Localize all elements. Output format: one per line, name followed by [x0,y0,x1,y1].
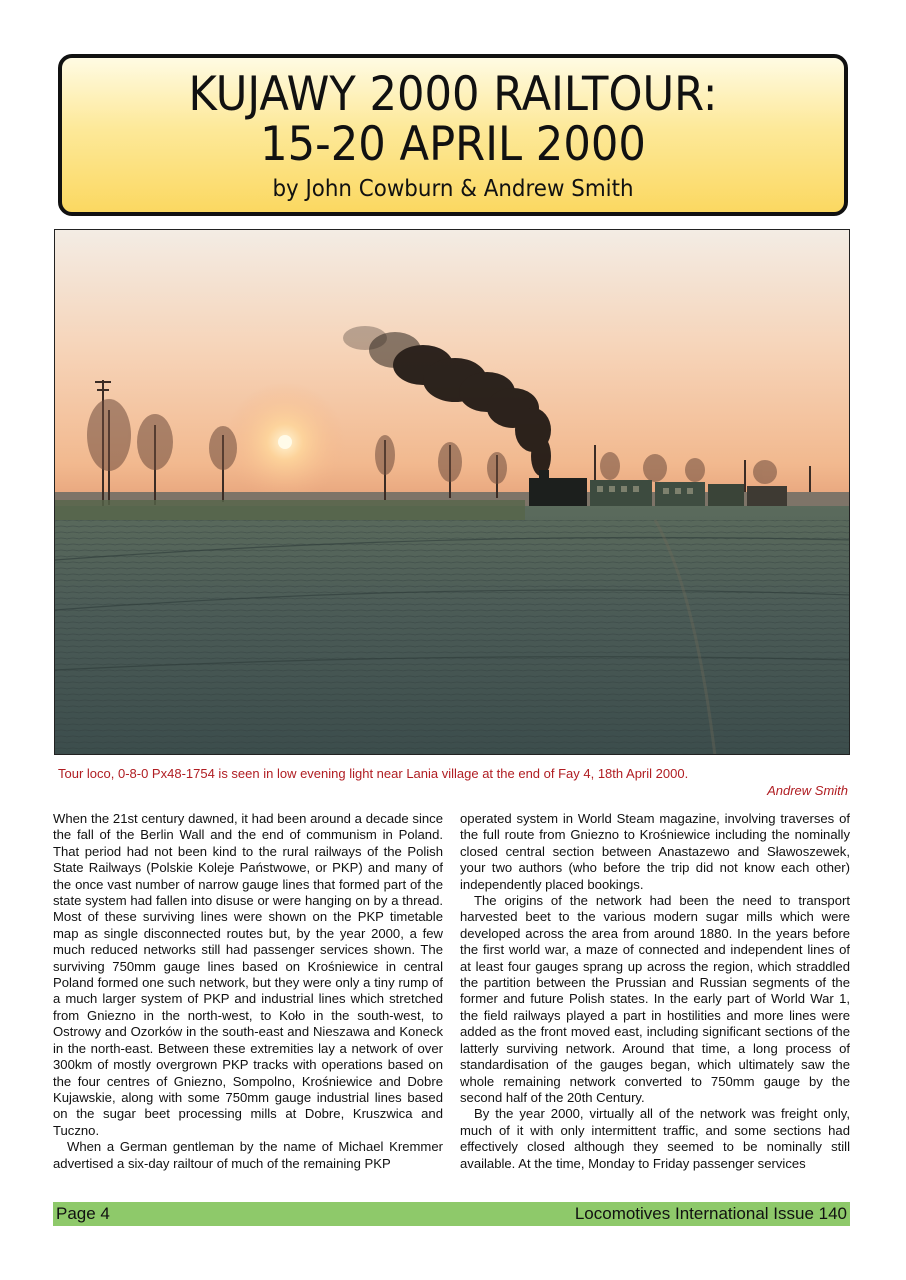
page-footer [53,1202,850,1226]
page-number: Page 4 [56,1204,110,1223]
article-paragraph: operated system in World Steam magazine, involving traverses of the full route from Gniezno to Krośniewice including the nominally closed central section between Anastazewo and Sławoszewek, your two authors (who before the trip did not know each other) independently placed bookings. [460,811,850,892]
photo-caption: Tour loco, 0-8-0 Px48-1754 is seen in low evening light near Lania village at the end of Fay 4, 18th April 2000. [58,766,689,781]
article-title-line-2: 15-20 APRIL 2000 [260,117,646,172]
article-column-left [53,811,443,1189]
title-banner [58,54,848,216]
photo-illustration [55,230,850,755]
article-paragraph: When a German gentleman by the name of Michael Kremmer advertised a six-day railtour of much of the remaining PKP [53,1139,443,1171]
steam-train-photo [54,229,850,755]
publication-name: Locomotives International Issue 140 [574,1204,847,1223]
article-paragraph: The origins of the network had been the need to transport harvested beet to the various modern sugar mills which were developed across the area from around 1880. In the years before the first world war, a maze of connected and independent lines of at least four gauges sprang up across the region, which straddled the partition between the Prussian and Russian segments of the former and future Polish states. In the early part of World War 1, the field railways played a part in hostilities and more lines were added as the front moved east, including significant sections of the latterly surviving network. Around that time, a long process of standardisation of the gauges began, which ultimately saw the whole remaining network converted to 750mm gauge by the second half of the 20th Century. [460,893,850,1105]
photo-credit: Andrew Smith [767,783,848,798]
article-paragraph: By the year 2000, virtually all of the network was freight only, much of it with only intermittent traffic, and some sections had effectively closed although they seemed to be nominally still available. At the time, Monday to Friday passenger services [460,1106,850,1171]
article-paragraph: When the 21st century dawned, it had been around a decade since the fall of the Berlin Wall and the end of communism in Poland. That period had not been kind to the rural railways of the Polish State Railways (Polskie Koleje Państwowe, or PKP) and many of the once vast number of narrow gauge lines that formed part of the state system had fallen into disuse or were hanging on by a thread. Most of these surviving lines were shown on the PKP timetable map as single disconnected routes but, by the year 2000, a few much reduced networks still had passenger services shown. The surviving 750mm gauge lines based on Krośniewice in central Poland formed one such network, but they were only a tiny rump of a much larger system of PKP and industrial lines which stretched from Gniezno in the north-west, to Koło in the south-west, to Ostrowy and Ozorków in the south-east and Nieszawa and Koneck in the north-east. Between these extremities lay a network of over 300km of mostly overgrown PKP tracks with operations based on the four centres of Gniezno, Sompolno, Krośniewice and Dobre Kujawskie, along with some 750mm gauge industrial lines based on the sugar beet processing mills at Dobre, Kruszwica and Tuczno. [53,811,443,1138]
article-column-right [460,811,850,1189]
article-title-line-1: KUJAWY 2000 RAILTOUR: [188,67,718,122]
article-byline: by John Cowburn & Andrew Smith [272,176,634,202]
